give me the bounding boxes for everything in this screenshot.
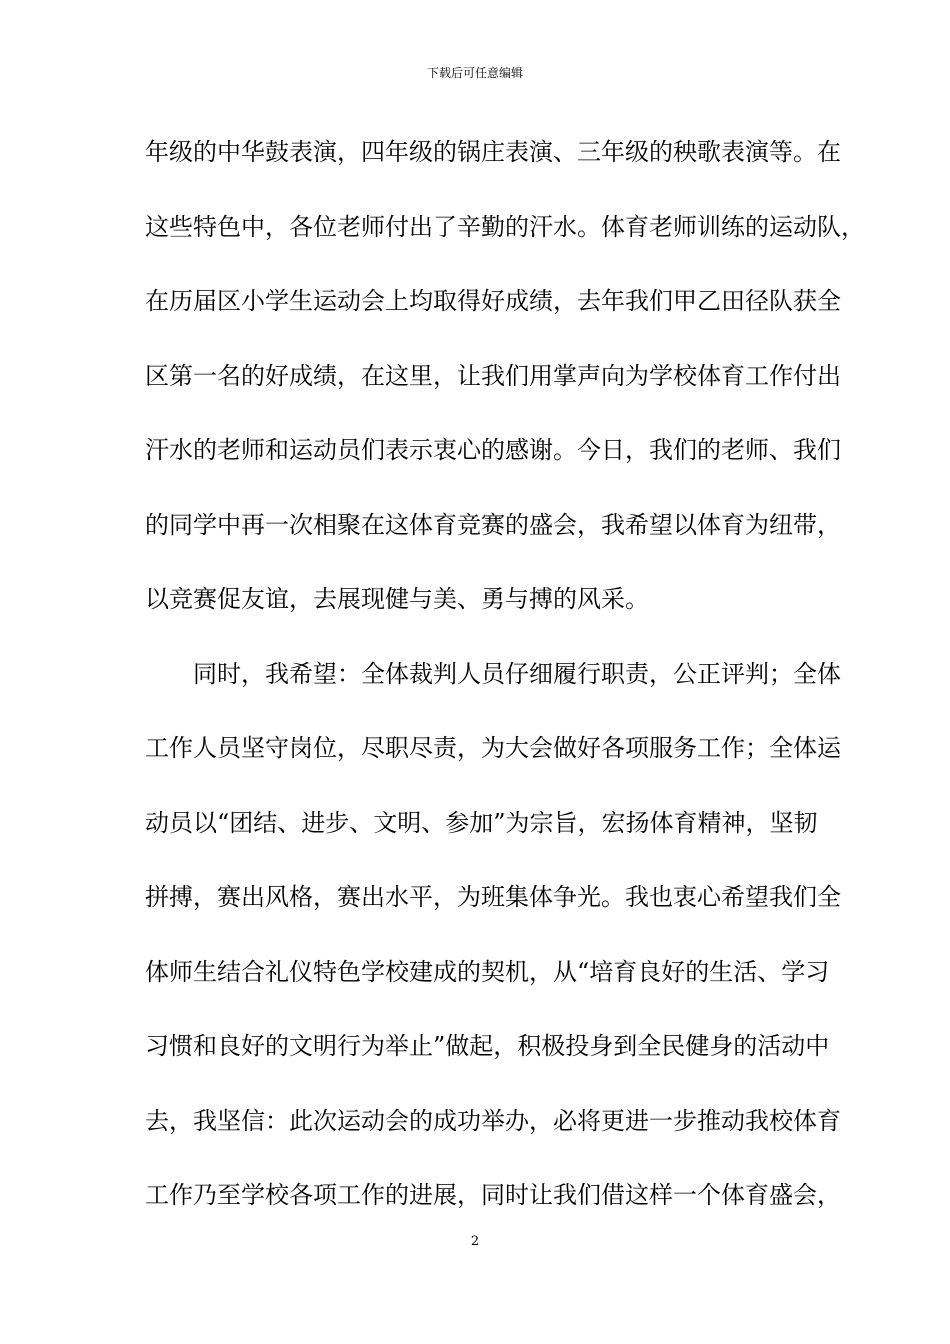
text-line: 以竞赛促友谊，去展现健与美、勇与搏的风采。 [145, 585, 649, 613]
text-line: 习惯和良好的文明行为举止”做起，积极投身到全民健身的活动中 [145, 1032, 830, 1060]
text-line: 工作乃至学校各项工作的进展，同时让我们借这样一个体育盛会， [145, 1181, 841, 1209]
text-line: 动员以“团结、进步、文明、参加”为宗旨，宏扬体育精神，坚韧 [145, 809, 818, 837]
text-line: 这些特色中，各位老师付出了辛勤的汗水。体育老师训练的运动队， [145, 213, 865, 241]
text-line: 的同学中再一次相聚在这体育竞赛的盛会，我希望以体育为纽带， [145, 511, 841, 539]
page-header: 下载后可任意编辑 [426, 66, 523, 80]
text-line: 区第一名的好成绩，在这里，让我们用掌声向为学校体育工作付出 [145, 362, 841, 390]
text-line: 拼搏，赛出风格，赛出水平，为班集体争光。我也衷心希望我们全 [145, 883, 841, 911]
text-line: 在历届区小学生运动会上均取得好成绩，去年我们甲乙田径队获全 [145, 287, 841, 315]
text-line: 汗水的老师和运动员们表示衷心的感谢。今日，我们的老师、我们 [145, 436, 841, 464]
text-line: 工作人员坚守岗位，尽职尽责，为大会做好各项服务工作；全体运 [145, 734, 841, 762]
text-line: 体师生结合礼仪特色学校建成的契机，从“培育良好的生活、学习 [145, 958, 830, 986]
page-number: 2 [470, 1234, 480, 1249]
text-line: 年级的中华鼓表演，四年级的锅庄表演、三年级的秧歌表演等。在 [145, 138, 841, 166]
text-line: 去，我坚信：此次运动会的成功举办，必将更进一步推动我校体育 [145, 1107, 841, 1135]
paragraph-first-line: 同时，我希望：全体裁判人员仔细履行职责，公正评判；全体 [193, 660, 841, 688]
